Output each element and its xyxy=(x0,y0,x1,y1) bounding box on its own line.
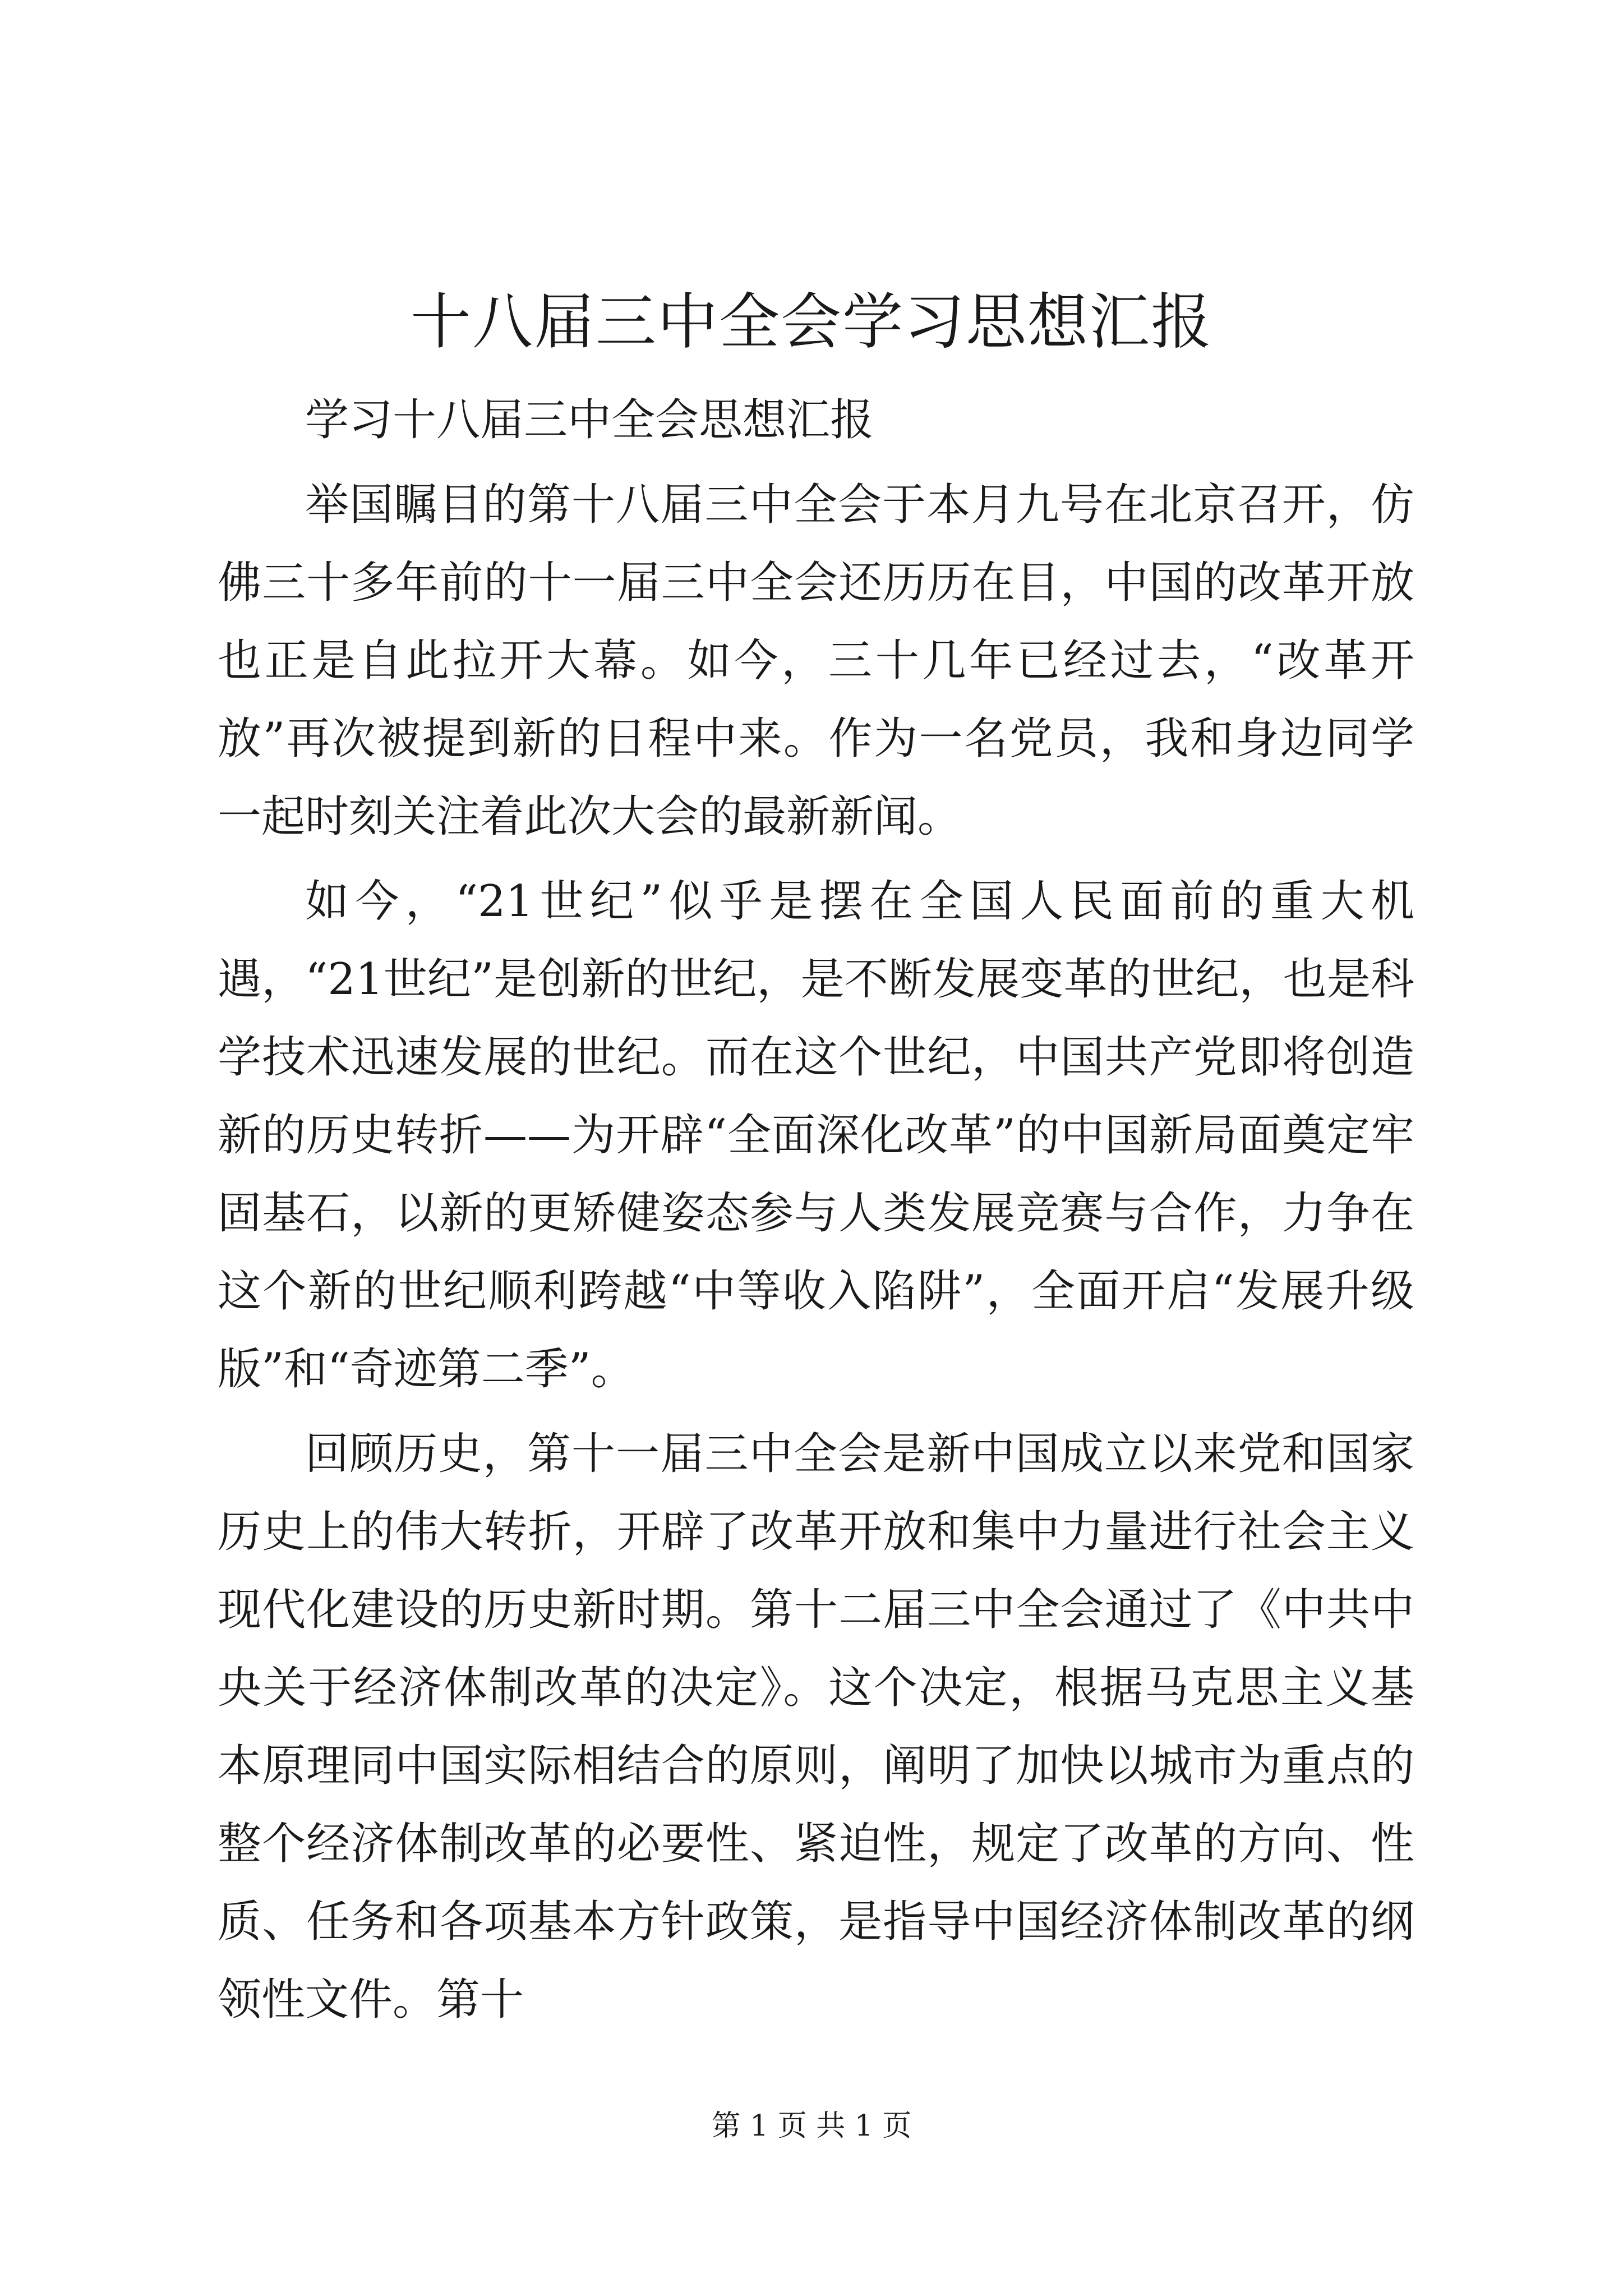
document-subtitle-paragraph: 学习十八届三中全会思想汇报 xyxy=(305,395,874,445)
page-number-footer: 第 1 页 共 1 页 xyxy=(711,2109,912,2143)
body-paragraph-2: 如今，“21世纪”似乎是摆在全国人民面前的重大机遇，“21世纪”是创新的世纪，是不断发展变革的世纪，也是科学技术迅速发展的世纪。而在这个世纪，中国共产党即将创造新的历史转折——为开辟“全面深化改革”的中国新局面奠定牢固基石，以新的更矫健姿态参与人类发展竞赛与合作，力争在这个新的世纪顺利跨越“中等收入陷阱”，全面开启“发展升级版”和“奇迹第二季”。 xyxy=(218,876,1414,1395)
body-paragraph-3: 回顾历史，第十一届三中全会是新中国成立以来党和国家历史上的伟大转折，开辟了改革开放和集中力量进行社会主义现代化建设的历史新时期。第十二届三中全会通过了《中共中央关于经济体制改革的决定》。这个决定，根据马克思主义基本原理同中国实际相结合的原则，阐明了加快以城市为重点的整个经济体制改革的必要性、紧迫性，规定了改革的方向、性质、任务和各项基本方针政策，是指导中国经济体制改革的纲领性文件。第十 xyxy=(218,1429,1414,2025)
document-body xyxy=(218,381,1414,2046)
body-paragraph-1: 举国瞩目的第十八届三中全会于本月九号在北京召开，仿佛三十多年前的十一届三中全会还历历在目，中国的改革开放也正是自此拉开大幕。如今，三十几年已经过去，“改革开放”再次被提到新的日程中来。作为一名党员，我和身边同学一起时刻关注着此次大会的最新新闻。 xyxy=(218,480,1414,842)
document-title: 十八届三中全会学习思想汇报 xyxy=(410,287,1212,357)
